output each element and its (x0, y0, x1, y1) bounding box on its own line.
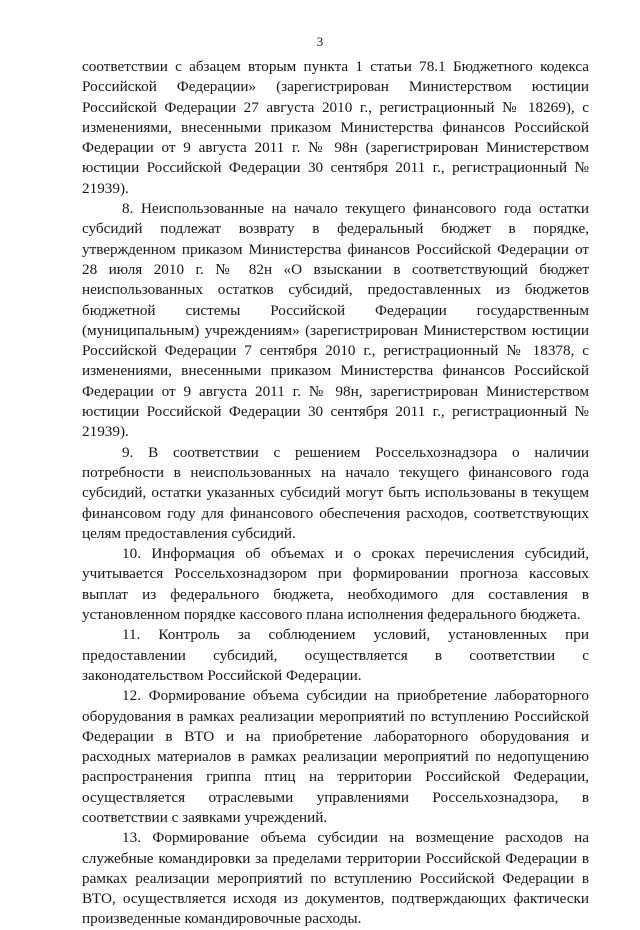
paragraph-12: 12. Формирование объема субсидии на приобретение лабораторного оборудования в рамках реализации мероприятий по вступлению Российской Федерации в ВТО и на приобретение лабораторного оборудования и расходных материалов в рамках реализации мероприятий по недопущению распространения гриппа птиц на территории Российской Федерации, осуществляется отраслевыми управлениями Россельхознадзора, в соответствии с заявками учреждений. (82, 687, 589, 826)
document-body (82, 57, 589, 930)
paragraph-9: 9. В соответствии с решением Россельхознадзора о наличии потребности в неиспользованных на начало текущего финансового года субсидий, остатки указанных субсидий могут быть использованы в текущем финансовом году для финансового обеспечения расходов, соответствующих целям предоставления субсидий. (82, 443, 589, 542)
paragraph-13: 13. Формирование объема субсидии на возмещение расходов на служебные командировки за пределами территории Российской Федерации в рамках реализации мероприятий по вступлению Российской Федерации в ВТО, осуществляется исходя из документов, подтверждающих фактически произведенные командировочные расходы. (82, 829, 589, 928)
paragraph-8: 8. Неиспользованные на начало текущего финансового года остатки субсидий подлежат возврату в федеральный бюджет в порядке, утвержденном приказом Министерства финансов Российской Федерации от 28 июля 2010 г. № 82н «О взыскании в соответствующий бюджет неиспользованных остатков субсидий, предоставленных из бюджетов бюджетной системы Российской Федерации государственным (муниципальным) учреждениям» (зарегистрирован Министерством юстиции Российской Федерации 7 сентября 2010 г., регистрационный № 18378, с изменениями, внесенными приказом Министерства финансов Российской Федерации от 9 августа 2011 г. № 98н, зарегистрирован Министерством юстиции Российской Федерации 30 сентября 2011 г., регистрационный № 21939). (82, 200, 589, 441)
page-number: 3 (316, 34, 324, 49)
paragraph-continuation: соответствии с абзацем вторым пункта 1 статьи 78.1 Бюджетного кодекса Российской Федерации» (зарегистрирован Министерством юстиции Российской Федерации 27 августа 2010 г., регистрационный № 18269), с изменениями, внесенными приказом Министерства финансов Российской Федерации от 9 августа 2011 г. № 98н (зарегистрирован Министерством юстиции Российской Федерации 30 сентября 2011 г., регистрационный № 21939). (82, 58, 589, 197)
paragraph-10: 10. Информация об объемах и о сроках перечисления субсидий, учитывается Россельхознадзором при формировании прогноза кассовых выплат из федерального бюджета, необходимого для составления в установленном порядке кассового плана исполнения федерального бюджета. (82, 545, 589, 624)
paragraph-11: 11. Контроль за соблюдением условий, установленных при предоставлении субсидий, осуществляется в соответствии с законодательством Российской Федерации. (82, 626, 589, 684)
